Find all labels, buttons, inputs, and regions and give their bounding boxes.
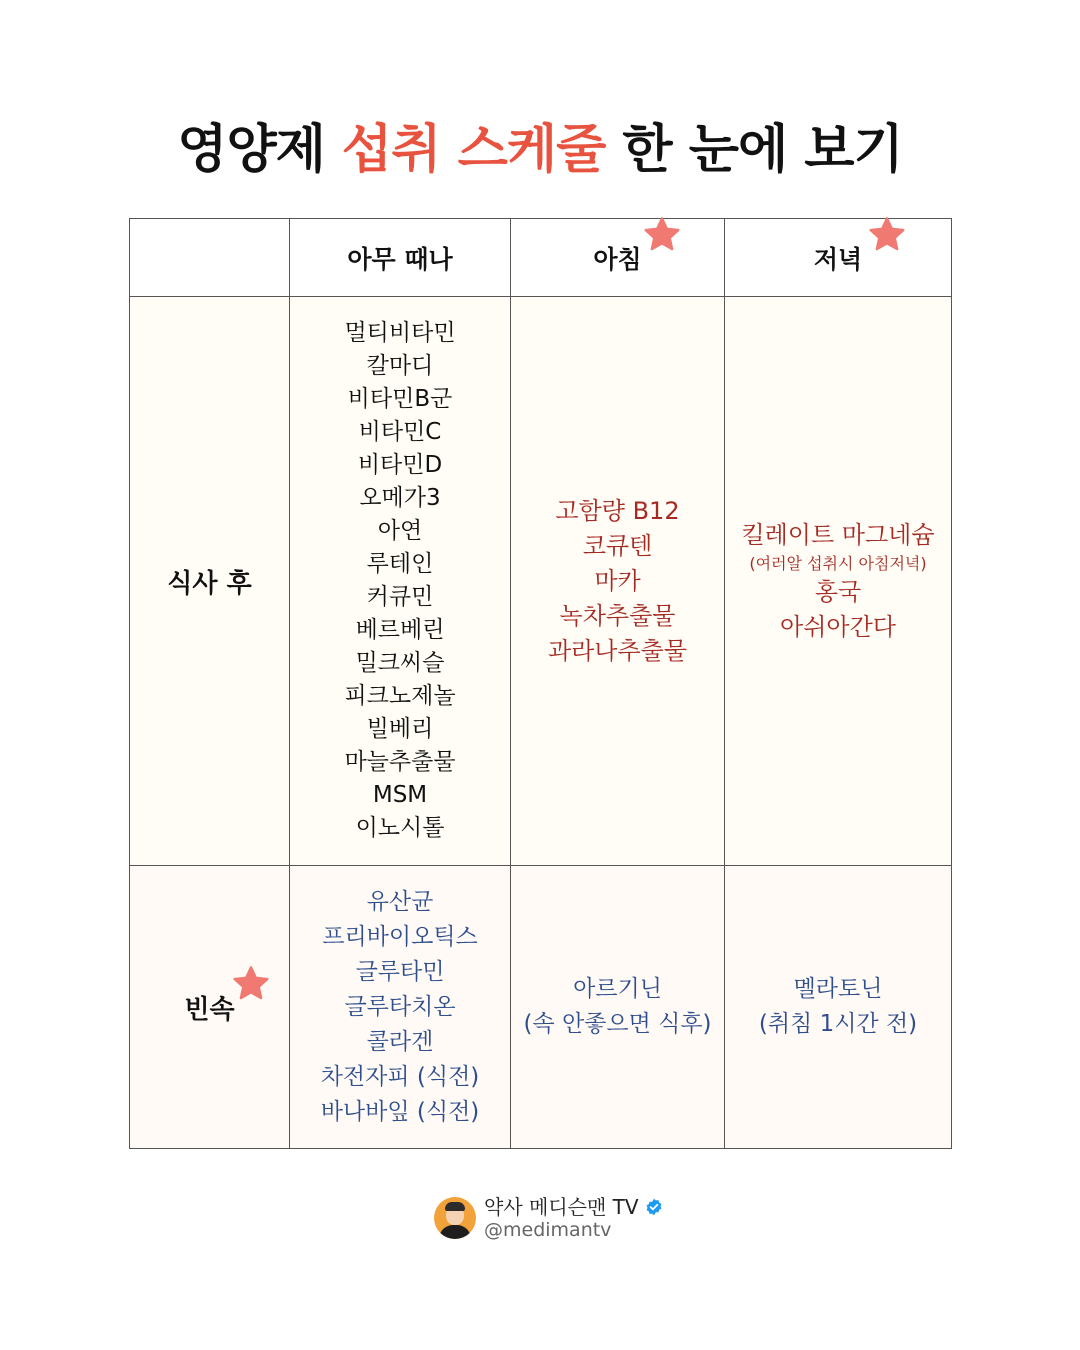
list-item: 밀크씨슬 bbox=[355, 650, 445, 676]
list-item: 칼마디 bbox=[366, 353, 434, 379]
header-corner bbox=[130, 219, 290, 297]
list-item: 베르베린 bbox=[355, 617, 445, 643]
list-item: 바나바잎 (식전) bbox=[320, 1098, 480, 1125]
list-item: 홍국 bbox=[814, 577, 862, 606]
author-footer bbox=[434, 1196, 663, 1240]
list-item: 오메가3 bbox=[359, 485, 441, 511]
list-item: 비타민D bbox=[357, 452, 443, 478]
list-item: 콜라겐 bbox=[366, 1028, 434, 1055]
supplement-list bbox=[290, 317, 510, 845]
list-item: 이노시톨 bbox=[355, 815, 445, 841]
page-title bbox=[0, 112, 1080, 188]
list-item-note: (여러알 섭취시 아침저녁) bbox=[749, 553, 927, 573]
list-item: MSM bbox=[372, 782, 428, 808]
cell-after-morning bbox=[511, 297, 725, 866]
star-icon bbox=[643, 216, 681, 254]
cell-empty-evening bbox=[725, 866, 952, 1149]
author-info bbox=[484, 1195, 663, 1241]
title-part1: 영양제 bbox=[177, 120, 343, 180]
supplement-list bbox=[725, 518, 951, 645]
list-item: 비타민C bbox=[358, 419, 442, 445]
list-item: 아연 bbox=[377, 518, 423, 544]
row-label-after-meal bbox=[130, 297, 290, 866]
cell-empty-morning bbox=[511, 866, 725, 1149]
list-item: 멀티비타민 bbox=[344, 320, 456, 346]
author-handle: @medimantv bbox=[484, 1219, 612, 1241]
list-item: (속 안좋으면 식후) bbox=[523, 1011, 712, 1037]
header-morning bbox=[511, 219, 725, 297]
list-item: 고함량 B12 bbox=[555, 496, 680, 525]
list-item: 킬레이트 마그네슘 bbox=[741, 520, 935, 549]
header-morning-label: 아침 bbox=[593, 244, 642, 274]
header-evening bbox=[725, 219, 952, 297]
cell-after-evening bbox=[725, 297, 952, 866]
header-row bbox=[130, 219, 952, 297]
header-anytime bbox=[290, 219, 511, 297]
list-item: 녹차추출물 bbox=[559, 601, 676, 630]
list-item: 코큐텐 bbox=[582, 531, 653, 560]
list-item: 멜라토닌 bbox=[793, 976, 883, 1002]
row-label-text: 빈속 bbox=[184, 994, 235, 1025]
list-item: 마카 bbox=[594, 566, 641, 595]
list-item: 유산균 bbox=[366, 888, 434, 915]
list-item: 피크노제놀 bbox=[344, 683, 456, 709]
list-item: 루테인 bbox=[366, 551, 434, 577]
supplement-list bbox=[290, 885, 510, 1130]
list-item: 마늘추출물 bbox=[344, 749, 456, 775]
row-after-meal bbox=[130, 297, 952, 866]
row-label-text: 식사 후 bbox=[167, 568, 252, 599]
header-evening-label: 저녁 bbox=[813, 244, 863, 274]
supplement-list bbox=[725, 972, 951, 1042]
list-item: 차전자피 (식전) bbox=[320, 1063, 480, 1090]
supplement-list bbox=[511, 494, 724, 669]
list-item: 과라나추출물 bbox=[547, 636, 688, 665]
list-item: 글루타치온 bbox=[344, 993, 456, 1020]
list-item: 커큐민 bbox=[366, 584, 434, 610]
list-item: 비타민B군 bbox=[347, 386, 453, 412]
author-name bbox=[484, 1195, 663, 1219]
list-item: 아쉬아간다 bbox=[780, 612, 896, 641]
cell-empty-anytime bbox=[290, 866, 511, 1149]
list-item: 빌베리 bbox=[366, 716, 434, 742]
supplement-list bbox=[511, 972, 724, 1042]
star-icon bbox=[232, 965, 270, 1003]
row-empty-stomach bbox=[130, 866, 952, 1149]
schedule-table bbox=[129, 218, 952, 1149]
verified-badge-icon bbox=[645, 1198, 663, 1216]
list-item: 프리바이오틱스 bbox=[322, 923, 478, 950]
star-icon bbox=[868, 216, 906, 254]
title-accent: 섭취 스케줄 bbox=[342, 120, 606, 180]
cell-after-anytime bbox=[290, 297, 511, 866]
header-anytime-label: 아무 때나 bbox=[347, 244, 453, 274]
avatar bbox=[434, 1197, 476, 1239]
list-item: 아르기닌 bbox=[573, 976, 662, 1002]
list-item: (취침 1시간 전) bbox=[758, 1011, 918, 1037]
title-part2: 한 눈에 보기 bbox=[605, 120, 903, 180]
row-label-empty-stomach bbox=[130, 866, 290, 1149]
author-name-text: 약사 메디슨맨 TV bbox=[484, 1195, 639, 1219]
list-item: 글루타민 bbox=[355, 958, 445, 985]
